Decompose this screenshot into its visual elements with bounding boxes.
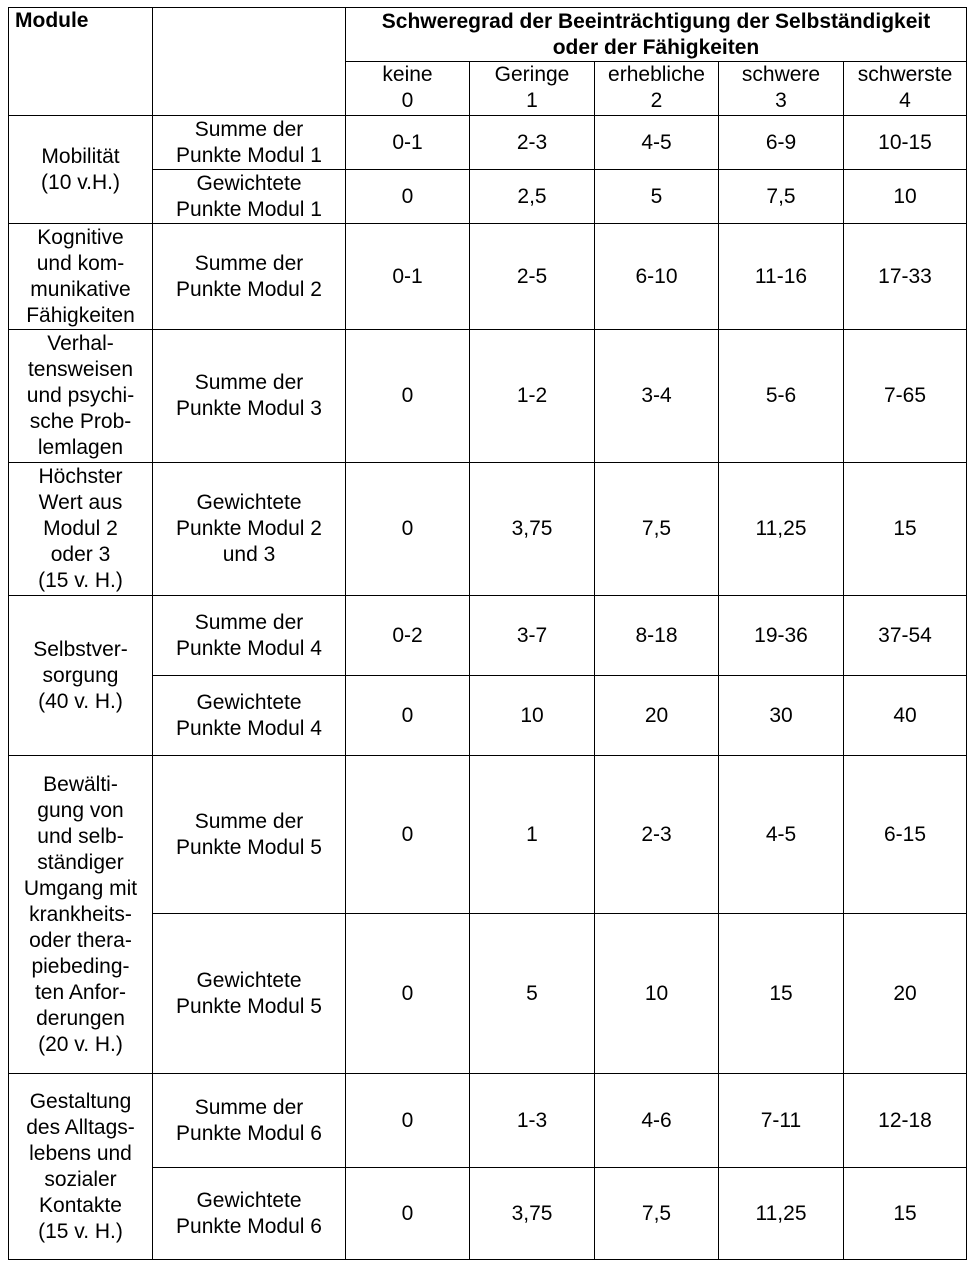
value-cell: 7-65 (844, 330, 967, 463)
value-cell: 10 (844, 170, 967, 224)
level-number: 0 (401, 89, 414, 112)
value-cell: 0-1 (346, 116, 470, 170)
value-cell: 20 (595, 676, 719, 756)
value-cell: 10 (470, 676, 595, 756)
value-cell: 1-2 (470, 330, 595, 463)
table-row (9, 676, 967, 756)
value-cell: 15 (844, 1168, 967, 1260)
table-row (9, 224, 967, 330)
row-description: Gewichtete Punkte Modul 4 (153, 676, 346, 756)
value-cell: 11-16 (719, 224, 844, 330)
row-description: Summe der Punkte Modul 4 (153, 596, 346, 676)
table-row (9, 463, 967, 596)
table-row (9, 116, 967, 170)
table-row (9, 756, 967, 914)
value-cell: 0 (346, 1168, 470, 1260)
table-row (9, 1168, 967, 1260)
value-cell: 6-9 (719, 116, 844, 170)
value-cell: 15 (719, 914, 844, 1074)
value-cell: 0 (346, 1074, 470, 1168)
value-cell: 15 (844, 463, 967, 596)
value-cell: 2-5 (470, 224, 595, 330)
value-cell: 10-15 (844, 116, 967, 170)
value-cell: 0-1 (346, 224, 470, 330)
value-cell: 4-5 (595, 116, 719, 170)
table-row (9, 330, 967, 463)
value-cell: 0 (346, 756, 470, 914)
level-name: erhebliche (608, 63, 705, 86)
value-cell: 2-3 (595, 756, 719, 914)
table-row (9, 914, 967, 1074)
level-number: 3 (775, 89, 787, 112)
module-label: Selbstver- sorgung (40 v. H.) (9, 596, 153, 756)
level-header (844, 62, 967, 116)
value-cell: 11,25 (719, 463, 844, 596)
level-name: schwerste (857, 63, 953, 86)
value-cell: 1 (470, 756, 595, 914)
value-cell: 7-11 (719, 1074, 844, 1168)
row-description: Summe der Punkte Modul 6 (153, 1074, 346, 1168)
module-label: Bewälti- gung von und selb- ständiger Umgang mit krankheits- oder thera- piebeding- ten Anfor- derungen (20 v. H.) (9, 756, 153, 1074)
value-cell: 11,25 (719, 1168, 844, 1260)
module-label: Höchster Wert aus Modul 2 oder 3 (15 v. H.) (9, 463, 153, 596)
assessment-table (8, 7, 967, 1260)
value-cell: 17-33 (844, 224, 967, 330)
level-name: Geringe (494, 63, 570, 86)
row-description: Summe der Punkte Modul 5 (153, 756, 346, 914)
value-cell: 3,75 (470, 463, 595, 596)
level-number: 1 (526, 89, 538, 112)
value-cell: 5 (470, 914, 595, 1074)
value-cell: 3-7 (470, 596, 595, 676)
row-description: Summe der Punkte Modul 1 (153, 116, 346, 170)
module-label: Mobilität (10 v.H.) (9, 116, 153, 224)
value-cell: 7,5 (719, 170, 844, 224)
table-row (9, 596, 967, 676)
value-cell: 12-18 (844, 1074, 967, 1168)
level-header (719, 62, 844, 116)
value-cell: 6-15 (844, 756, 967, 914)
row-description: Summe der Punkte Modul 2 (153, 224, 346, 330)
level-name: schwere (741, 63, 821, 86)
value-cell: 5-6 (719, 330, 844, 463)
table-row (9, 1074, 967, 1168)
level-header (595, 62, 719, 116)
row-description: Gewichtete Punkte Modul 6 (153, 1168, 346, 1260)
row-description: Summe der Punkte Modul 3 (153, 330, 346, 463)
table-body (9, 8, 967, 1260)
value-cell: 2-3 (470, 116, 595, 170)
value-cell: 5 (595, 170, 719, 224)
value-cell: 0 (346, 330, 470, 463)
level-name: keine (382, 63, 433, 86)
value-cell: 10 (595, 914, 719, 1074)
value-cell: 30 (719, 676, 844, 756)
value-cell: 1-3 (470, 1074, 595, 1168)
row-description: Gewichtete Punkte Modul 1 (153, 170, 346, 224)
value-cell: 6-10 (595, 224, 719, 330)
description-column-header (153, 8, 346, 116)
value-cell: 0 (346, 676, 470, 756)
module-column-header: Module (9, 8, 153, 116)
row-description: Gewichtete Punkte Modul 5 (153, 914, 346, 1074)
value-cell: 7,5 (595, 1168, 719, 1260)
value-cell: 2,5 (470, 170, 595, 224)
level-header (346, 62, 470, 116)
value-cell: 4-6 (595, 1074, 719, 1168)
value-cell: 19-36 (719, 596, 844, 676)
row-description: Gewichtete Punkte Modul 2 und 3 (153, 463, 346, 596)
value-cell: 20 (844, 914, 967, 1074)
value-cell: 4-5 (719, 756, 844, 914)
level-header (470, 62, 595, 116)
value-cell: 37-54 (844, 596, 967, 676)
table-row (9, 170, 967, 224)
module-label: Verhal- tensweisen und psychi- sche Prob- lemlagen (9, 330, 153, 463)
value-cell: 8-18 (595, 596, 719, 676)
value-cell: 0 (346, 170, 470, 224)
header-row (9, 8, 967, 62)
level-number: 2 (650, 89, 663, 112)
level-number: 4 (899, 89, 911, 112)
value-cell: 40 (844, 676, 967, 756)
severity-header: Schweregrad der Beeinträchtigung der Selbständigkeit oder der Fähigkeiten (346, 8, 967, 62)
module-label: Gestaltung des Alltags- lebens und sozialer Kontakte (15 v. H.) (9, 1074, 153, 1260)
value-cell: 7,5 (595, 463, 719, 596)
value-cell: 3-4 (595, 330, 719, 463)
value-cell: 3,75 (470, 1168, 595, 1260)
value-cell: 0 (346, 914, 470, 1074)
module-label: Kognitive und kom- munikative Fähigkeiten (9, 224, 153, 330)
value-cell: 0-2 (346, 596, 470, 676)
value-cell: 0 (346, 463, 470, 596)
